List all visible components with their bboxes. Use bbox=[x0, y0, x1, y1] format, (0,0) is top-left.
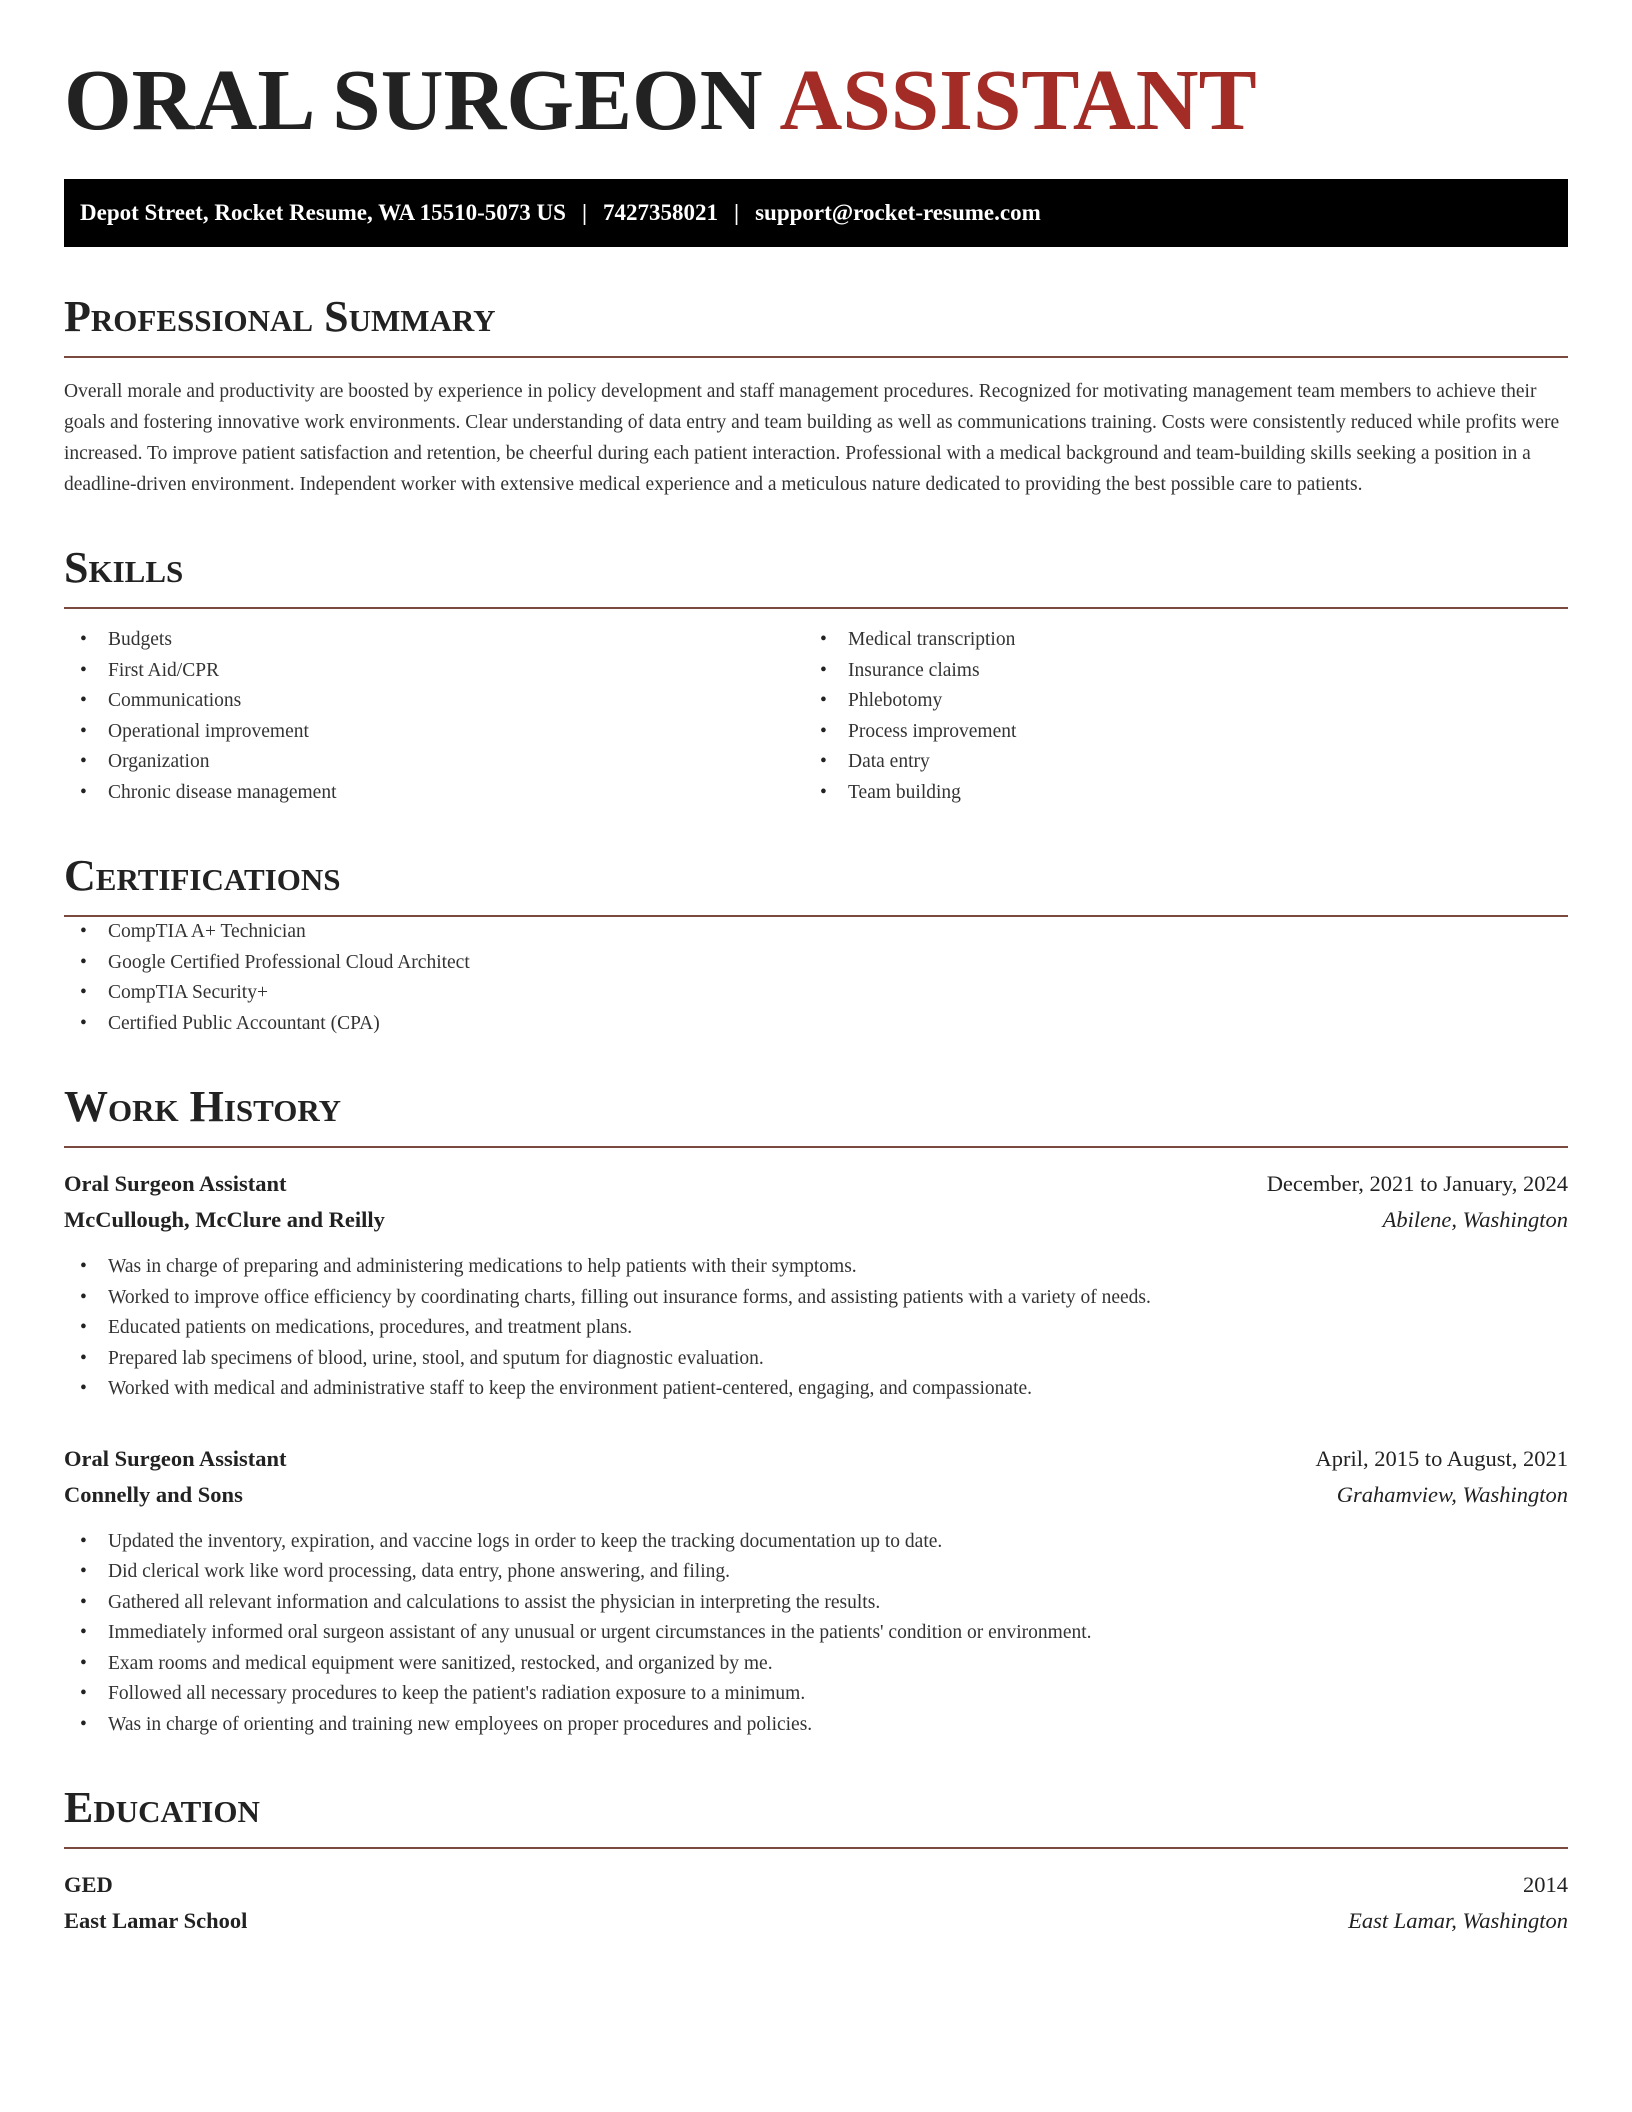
skill-item: • Insurance claims bbox=[804, 656, 1544, 687]
work-history-section bbox=[64, 1082, 1568, 1740]
summary-text: Overall morale and productivity are boosted by experience in policy development and staff management procedures. Recognized for motivating management team members to achieve their goals and fostering innovative work environments. Clear understanding of data entry and team building as well as communications training. Costs were consistently reduced while profits were increased. To improve patient satisfaction and retention, be cheerful during each patient interaction. Professional with a medical background and team-building skills seeking a position in a deadline-driven environment. Independent worker with extensive medical experience and a meticulous nature dedicated to providing the best possible care to patients. bbox=[64, 381, 1560, 495]
contact-address: Depot Street, Rocket Resume, WA 15510-5073 US bbox=[80, 200, 566, 225]
job-duty-item: • Gathered all relevant information and calculations to assist the physician in interpreting the results. bbox=[64, 1588, 1568, 1619]
contact-separator: | bbox=[734, 200, 740, 225]
skill-item: • Operational improvement bbox=[64, 717, 804, 748]
job-company-row bbox=[64, 1477, 1568, 1513]
skill-item: • Organization bbox=[64, 747, 804, 778]
job-duty-item: • Was in charge of orienting and training new employees on proper procedures and policies. bbox=[64, 1710, 1568, 1741]
skill-item: • Process improvement bbox=[804, 717, 1544, 748]
section-title-work-history: Work History bbox=[64, 1082, 342, 1131]
section-title-certifications: Certifications bbox=[64, 851, 341, 900]
skill-item: • Phlebotomy bbox=[804, 686, 1544, 717]
skills-section bbox=[64, 543, 1568, 808]
job-duties-list bbox=[64, 1527, 1568, 1741]
job-duty-item: • Followed all necessary procedures to keep the patient's radiation exposure to a minimum. bbox=[64, 1679, 1568, 1710]
section-divider bbox=[64, 607, 1568, 609]
section-divider bbox=[64, 1847, 1568, 1849]
job-location: Abilene, Washington bbox=[1382, 1207, 1568, 1232]
job-entry bbox=[64, 1166, 1568, 1405]
section-title-summary: Professional Summary bbox=[64, 292, 496, 341]
job-title: Oral Surgeon Assistant bbox=[64, 1171, 287, 1196]
certification-item: • Google Certified Professional Cloud Architect bbox=[64, 948, 1568, 979]
job-duties-list bbox=[64, 1252, 1568, 1405]
education-entry bbox=[64, 1867, 1568, 1939]
job-location: Grahamview, Washington bbox=[1336, 1481, 1568, 1507]
job-duty-item: • Updated the inventory, expiration, and vaccine logs in order to keep the tracking documentation up to date. bbox=[64, 1527, 1568, 1558]
certifications-section bbox=[64, 851, 1568, 1039]
job-duty-item: • Worked with medical and administrative staff to keep the environment patient-centered, engaging, and compassionate. bbox=[64, 1374, 1568, 1405]
skill-item: • Chronic disease management bbox=[64, 778, 804, 809]
certification-item: • Certified Public Accountant (CPA) bbox=[64, 1009, 1568, 1040]
education-year: 2014 bbox=[1523, 1872, 1568, 1897]
job-duty-item: • Worked to improve office efficiency by coordinating charts, filling out insurance forms, and assisting patients with a variety of needs. bbox=[64, 1283, 1568, 1314]
job-company: McCullough, McClure and Reilly bbox=[64, 1207, 385, 1232]
education-section bbox=[64, 1783, 1568, 1939]
education-degree-row bbox=[64, 1867, 1568, 1903]
job-company: Connelly and Sons bbox=[64, 1481, 243, 1507]
name-accent: ASSISTANT bbox=[779, 51, 1257, 148]
job-duty-item: • Educated patients on medications, procedures, and treatment plans. bbox=[64, 1313, 1568, 1344]
skill-item: • First Aid/CPR bbox=[64, 656, 804, 687]
job-entry bbox=[64, 1441, 1568, 1741]
skill-item: • Team building bbox=[804, 778, 1544, 809]
job-title: Oral Surgeon Assistant bbox=[64, 1445, 287, 1471]
job-header-row bbox=[64, 1441, 1568, 1477]
summary-section bbox=[64, 292, 1568, 500]
section-title-education: Education bbox=[64, 1783, 260, 1832]
contact-email: support@rocket-resume.com bbox=[755, 200, 1041, 225]
skill-item: • Communications bbox=[64, 686, 804, 717]
job-duty-item: • Immediately informed oral surgeon assistant of any unusual or urgent circumstances in the patients' condition or environment. bbox=[64, 1618, 1568, 1649]
job-dates: April, 2015 to August, 2021 bbox=[1315, 1445, 1568, 1471]
job-duty-item: • Did clerical work like word processing, data entry, phone answering, and filing. bbox=[64, 1557, 1568, 1588]
job-duty-item: • Prepared lab specimens of blood, urine, stool, and sputum for diagnostic evaluation. bbox=[64, 1344, 1568, 1375]
section-title-skills: Skills bbox=[64, 543, 184, 592]
resume-name bbox=[64, 51, 1568, 148]
education-school-row bbox=[64, 1903, 1568, 1939]
skill-item: • Data entry bbox=[804, 747, 1544, 778]
skills-column-left bbox=[64, 625, 804, 808]
certification-item: • CompTIA A+ Technician bbox=[64, 917, 1568, 948]
education-degree: GED bbox=[64, 1872, 113, 1897]
skills-grid bbox=[64, 625, 1568, 808]
certification-list bbox=[64, 917, 1568, 1039]
job-header-row bbox=[64, 1166, 1568, 1202]
contact-phone: 7427358021 bbox=[603, 200, 719, 225]
education-location: East Lamar, Washington bbox=[1348, 1908, 1568, 1933]
name-first: ORAL SURGEON bbox=[64, 51, 763, 148]
education-school: East Lamar School bbox=[64, 1908, 248, 1933]
skills-column-right bbox=[804, 625, 1544, 808]
job-dates: December, 2021 to January, 2024 bbox=[1266, 1171, 1568, 1196]
contact-bar bbox=[64, 179, 1568, 247]
skill-item: • Budgets bbox=[64, 625, 804, 656]
contact-separator: | bbox=[581, 200, 588, 225]
section-divider bbox=[64, 356, 1568, 358]
job-company-row bbox=[64, 1202, 1568, 1238]
job-duty-item: • Exam rooms and medical equipment were sanitized, restocked, and organized by me. bbox=[64, 1649, 1568, 1680]
certification-item: • CompTIA Security+ bbox=[64, 978, 1568, 1009]
job-duty-item: • Was in charge of preparing and administering medications to help patients with their symptoms. bbox=[64, 1252, 1568, 1283]
skill-item: • Medical transcription bbox=[804, 625, 1544, 656]
section-divider bbox=[64, 1146, 1568, 1148]
